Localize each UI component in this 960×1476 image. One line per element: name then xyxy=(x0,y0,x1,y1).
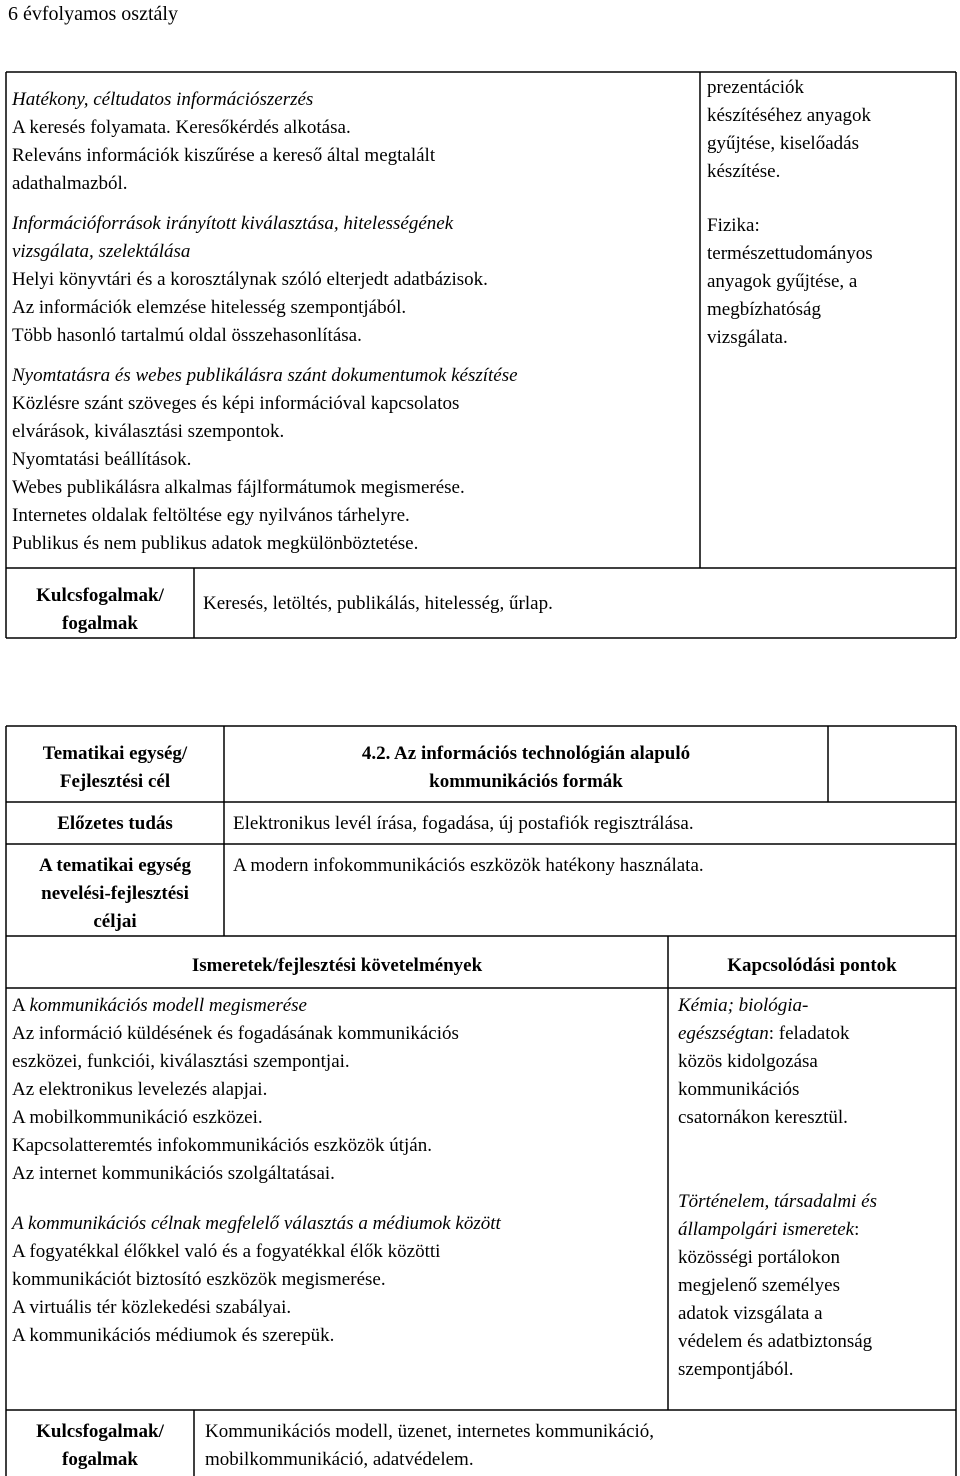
text-line: adatok vizsgálata a xyxy=(678,1303,823,1324)
text-line: szempontjából. xyxy=(678,1359,794,1380)
connection-chemistry-biology xyxy=(678,992,954,1132)
goals-label-line: céljai xyxy=(93,911,137,932)
text-line xyxy=(678,1020,954,1048)
text-line: Helyi könyvtári és a korosztálynak szóló elterjedt adatbázisok. xyxy=(12,269,488,290)
text-line: Az elektronikus levelezés alapjai. xyxy=(12,1079,268,1100)
block-media-choice xyxy=(12,1210,664,1350)
text-line: készítéséhez anyagok xyxy=(707,105,872,126)
text-line: A kommunikációs médiumok és szerepük. xyxy=(12,1325,335,1346)
subject-name: Kémia; biológia- xyxy=(678,995,809,1016)
col-header-connections: Kapcsolódási pontok xyxy=(727,955,897,976)
keywords-text: Keresés, letöltés, publikálás, hitelesség, űrlap. xyxy=(203,593,553,614)
text-line: Fizika: xyxy=(707,215,760,236)
keywords-label xyxy=(6,582,194,638)
text-line: A mobilkommunikáció eszközei. xyxy=(12,1107,263,1128)
unit-label-line: Tematikai egység/ xyxy=(42,743,188,764)
unit-title-line: kommunikációs formák xyxy=(429,771,623,792)
goals-text: A modern infokommunikációs eszközök hatékony használata. xyxy=(233,855,704,876)
goals-label-line: nevelési-fejlesztési xyxy=(41,883,189,904)
text-line: természettudományos xyxy=(707,243,873,264)
text-fragment: : xyxy=(854,1219,860,1240)
text-line: A virtuális tér közlekedési szabályai. xyxy=(12,1297,292,1318)
text-line: anyagok gyűjtése, a xyxy=(707,271,858,292)
prior-knowledge-text: Elektronikus levél írása, fogadása, új postafiók regisztrálása. xyxy=(233,813,694,834)
text-line xyxy=(678,1216,954,1244)
connection-history-civics xyxy=(678,1188,954,1384)
unit-title xyxy=(224,740,828,796)
keywords-label xyxy=(6,1418,194,1474)
keywords-label-line: fogalmak xyxy=(62,613,138,634)
text-line: megbízhatóság xyxy=(707,299,821,320)
text-line: eszközei, funkciói, kiválasztási szempontjai. xyxy=(12,1051,350,1072)
text-line: Nyomtatási beállítások. xyxy=(12,449,192,470)
text-line: vizsgálata. xyxy=(707,327,788,348)
col-header-requirements: Ismeretek/fejlesztési követelmények xyxy=(191,955,483,976)
text-line: Kommunikációs modell, üzenet, internetes kommunikáció, xyxy=(205,1421,655,1442)
text-fragment: : feladatok xyxy=(768,1023,850,1044)
text-line: Publikus és nem publikus adatok megkülönböztetése. xyxy=(12,533,419,554)
unit-label-line: Fejlesztési cél xyxy=(59,771,171,792)
block-communication-model xyxy=(12,992,664,1188)
block-heading: Hatékony, céltudatos információszerzés xyxy=(12,89,314,110)
text-line: védelem és adatbiztonság xyxy=(678,1331,873,1352)
section1-side xyxy=(707,74,953,352)
text-line: csatornákon keresztül. xyxy=(678,1107,848,1128)
text-line: Az internet kommunikációs szolgáltatásai. xyxy=(12,1163,335,1184)
text-line: A fogyatékkal élőkkel való és a fogyatékkal élők közötti xyxy=(12,1241,441,1262)
text-line: Internetes oldalak feltöltése egy nyilvános tárhelyre. xyxy=(12,505,410,526)
section2-main xyxy=(12,992,664,1350)
block-heading: A kommunikációs célnak megfelelő választás a médiumok között xyxy=(12,1213,501,1234)
text-line: gyűjtése, kiselőadás xyxy=(707,133,859,154)
block-publishing xyxy=(12,362,696,558)
block-info-sources xyxy=(12,210,696,350)
keywords-label-line: Kulcsfogalmak/ xyxy=(36,1421,164,1442)
subject-name: Történelem, társadalmi és xyxy=(678,1191,877,1212)
keywords-text xyxy=(205,1418,950,1474)
block-heading: Nyomtatásra és webes publikálásra szánt dokumentumok készítése xyxy=(12,365,518,386)
text-line: Közlésre szánt szöveges és képi információval kapcsolatos xyxy=(12,393,460,414)
text-line: készítése. xyxy=(707,161,781,182)
subject-name: egészségtan xyxy=(678,1023,769,1044)
goals-label xyxy=(6,852,224,936)
section1-main xyxy=(12,86,696,558)
text-line: A keresés folyamata. Keresőkérdés alkotása. xyxy=(12,117,351,138)
page-header: 6 évfolyamos osztály xyxy=(8,3,178,25)
text-line: közösségi portálokon xyxy=(678,1247,841,1268)
text-line: kommunikációs xyxy=(678,1079,800,1100)
unit-title-line: 4.2. Az információs technológián alapuló xyxy=(361,743,691,764)
text-line: közös kidolgozása xyxy=(678,1051,818,1072)
keywords-label-line: Kulcsfogalmak/ xyxy=(36,585,164,606)
block-heading: vizsgálata, szelektálása xyxy=(12,241,191,262)
prior-knowledge-label: Előzetes tudás xyxy=(57,813,173,834)
section2-side xyxy=(678,992,954,1384)
block-info-search xyxy=(12,86,696,198)
text-line: Több hasonló tartalmú oldal összehasonlítása. xyxy=(12,325,362,346)
unit-label xyxy=(6,740,224,796)
text-line: Releváns információk kiszűrése a kereső által megtalált xyxy=(12,145,436,166)
text-line: Kapcsolatteremtés infokommunikációs eszközök útján. xyxy=(12,1135,432,1156)
text-line: Webes publikálásra alkalmas fájlformátumok megismerése. xyxy=(12,477,465,498)
heading-italic: kommunikációs modell megismerése xyxy=(29,995,307,1016)
goals-label-line: A tematikai egység xyxy=(39,855,191,876)
text-line: elvárások, kiválasztási szempontok. xyxy=(12,421,285,442)
text-line: Az információ küldésének és fogadásának kommunikációs xyxy=(12,1023,459,1044)
block-heading xyxy=(12,992,664,1020)
text-line: mobilkommunikáció, adatvédelem. xyxy=(205,1449,474,1470)
subject-name: állampolgári ismeretek xyxy=(678,1219,855,1240)
text-line: Az információk elemzése hitelesség szempontjából. xyxy=(12,297,407,318)
text-line: adathalmazból. xyxy=(12,173,128,194)
text-line: prezentációk xyxy=(707,77,805,98)
text-line: kommunikációt biztosító eszközök megismerése. xyxy=(12,1269,386,1290)
keywords-label-line: fogalmak xyxy=(62,1449,138,1470)
text-line: megjelenő személyes xyxy=(678,1275,840,1296)
heading-prefix: A xyxy=(12,995,30,1016)
block-heading: Információforrások irányított kiválasztása, hitelességének xyxy=(12,213,454,234)
